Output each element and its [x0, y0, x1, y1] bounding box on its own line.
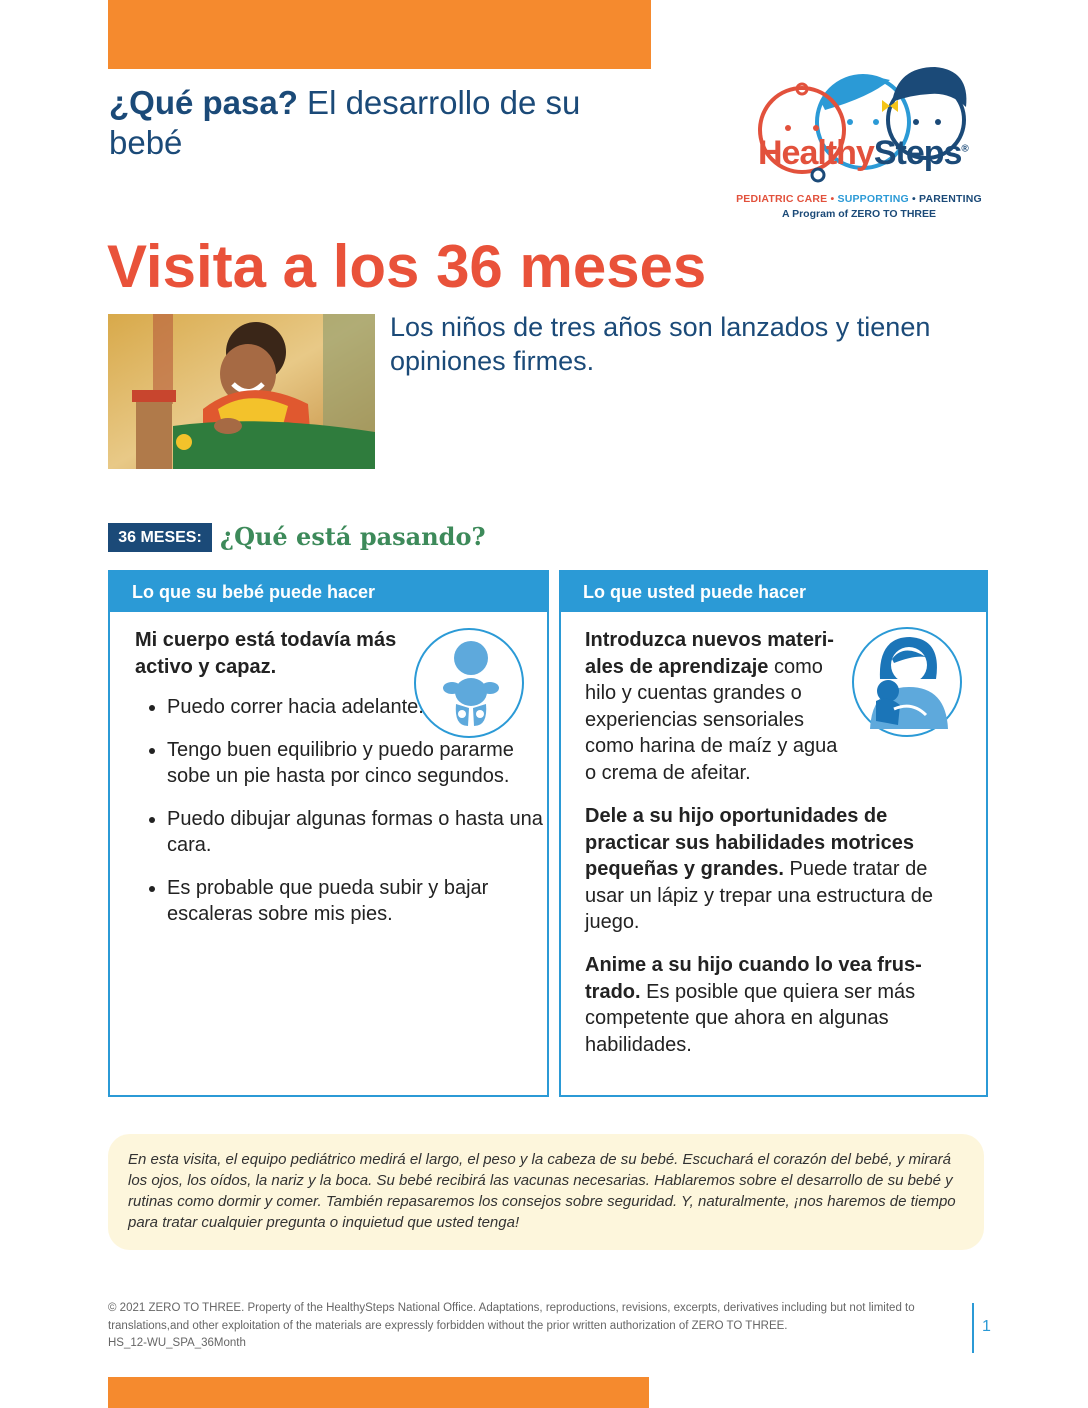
footer-copyright: © 2021 ZERO TO THREE. Property of the HealthySteps National Office. Adaptations, reproductions, revisions, excerpts, derivatives including but not limited to translations,and other exploitation of the materials are expressly forbidden without the prior written authorization of ZERO TO THREE.: [108, 1302, 915, 1332]
bullet-item: • Puedo dibujar algunas formas o hasta una cara.: [167, 806, 547, 859]
logo-tagline-separator: •: [908, 193, 920, 205]
page-header-title: [109, 83, 629, 163]
bottom-accent-bar: [108, 1377, 649, 1408]
tip-encourage-text: Es posible que quiera ser más competente que ahora en algunas habilidades.: [585, 980, 916, 1056]
child-photo: [108, 314, 375, 469]
logo-wordmark: [758, 134, 968, 173]
bullet-item: • Puedo correr hacia adelante.: [167, 694, 547, 721]
tip-encourage: [585, 952, 970, 1058]
logo-subtitle: A Program of ZERO TO THREE: [781, 208, 936, 220]
logo-registered-mark: ®: [961, 143, 968, 155]
tip-new-materials-text: como hilo y cuentas grandes o experiencias sensoriales como harina de maíz y agua o crema de afeitar.: [585, 655, 838, 784]
baby-can-do-header: Lo que su bebé puede hacer: [110, 572, 547, 612]
footer-legal: [108, 1300, 928, 1353]
section-heading: ¿Qué está pasando?: [220, 522, 486, 551]
logo-word-steps: Steps: [873, 134, 962, 172]
parent-can-do-header: Lo que usted puede hacer: [561, 572, 986, 612]
tip-new-materials-bold: Introduzca nuevos materi-ales de aprendizaje: [585, 629, 834, 678]
logo-tagline-separator: •: [827, 193, 838, 205]
page-number: 1: [982, 1318, 991, 1335]
baby-lead-text: [135, 627, 410, 680]
top-accent-bar: [108, 0, 651, 69]
logo-tagline: [726, 193, 992, 205]
logo-tagline-parenting: PARENTING: [919, 193, 982, 205]
bullet-item: • Tengo buen equilibrio y puedo pararme sobe un pie hasta por cinco segundos.: [167, 737, 547, 790]
visit-info-note: En esta visita, el equipo pediátrico medirá el largo, el peso y la cabeza de su bebé. Escuchará el corazón del bebé, y mirará los ojos, los oídos, la nariz y la boca. Su bebé recibirá las vacunas necesarias. Hablaremos sobre el desarrollo de su bebé y rutinas como dormir y comer. También repasaremos los consejos sobre seguridad. Y, naturalmente, ¡nos haremos de tiempo para tratar cualquier pregunta o inquietud que usted tenga!: [108, 1134, 984, 1250]
logo-tagline-supporting: SUPPORTING: [837, 193, 909, 205]
baby-bullet-list: [145, 694, 547, 944]
logo-tagline-pediatric: PEDIATRIC CARE: [736, 193, 828, 205]
page-title: Visita a los 36 meses: [107, 233, 707, 300]
tip-encourage-bold: Anime a su hijo cuando lo vea frus-trado.: [585, 954, 922, 1003]
header-title-bold: ¿Qué pasa?: [109, 84, 298, 121]
footer-divider: [972, 1303, 974, 1353]
intro-text: Los niños de tres años son lanzados y tienen opiniones firmes.: [390, 312, 931, 376]
footer-doc-code: HS_12-WU_SPA_36Month: [108, 1337, 246, 1349]
logo-word-healthy: Healthy: [758, 134, 874, 172]
tip-new-materials: [585, 627, 850, 786]
bullet-item: • Es probable que pueda subir y bajar escaleras sobre mis pies.: [167, 875, 547, 928]
tip-motor-skills: [585, 803, 970, 936]
tip-motor-skills-text: Puede tratar de usar un lápiz y trepar una estructura de juego.: [585, 858, 933, 933]
baby-lead-bold: Mi cuerpo está todavía más activo y capaz.: [135, 629, 397, 678]
age-badge: 36 MESES:: [108, 523, 212, 552]
parent-holding-child-icon: [852, 627, 962, 737]
tip-motor-skills-bold: Dele a su hijo oportunidades de practicar sus habilidades motrices pequeñas y grandes.: [585, 805, 915, 880]
header-title-rest: El desarrollo de su bebé: [109, 84, 581, 161]
